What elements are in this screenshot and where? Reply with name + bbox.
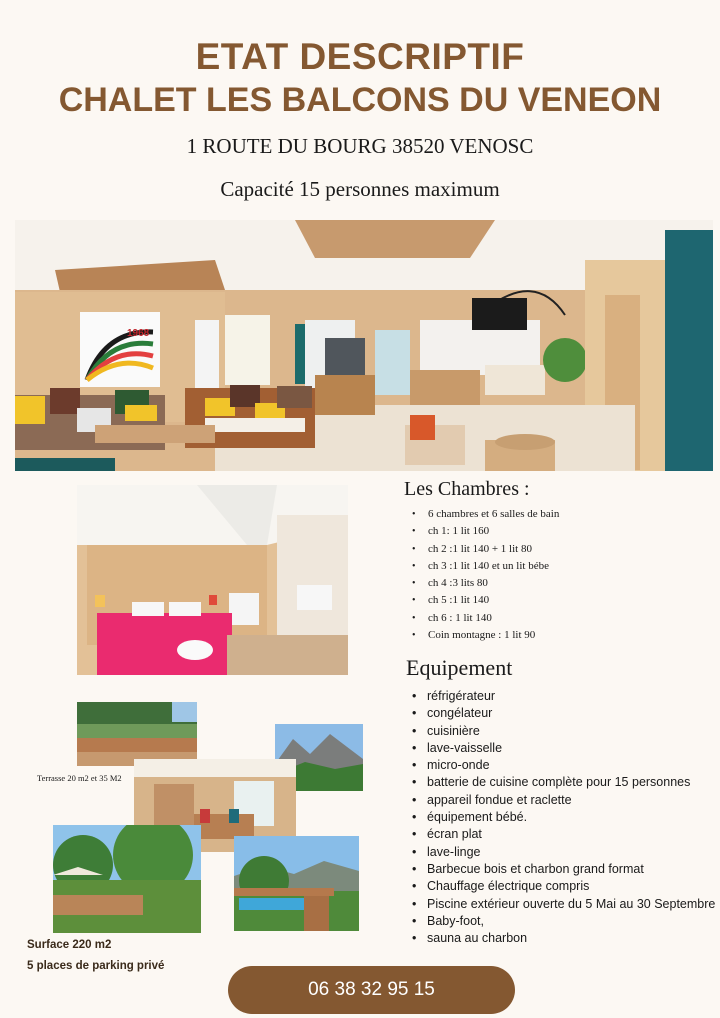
list-item: • ch 1: 1 lit 160 — [412, 523, 559, 540]
list-item: • ch 4 :3 lits 80 — [412, 575, 559, 592]
equipment-list — [412, 688, 717, 947]
list-item: • réfrigérateur — [412, 688, 717, 705]
list-item: • sauna au charbon — [412, 930, 717, 947]
bedrooms-heading: Les Chambres : — [404, 478, 530, 500]
list-item: • congélateur — [412, 705, 717, 722]
list-item: • cuisinière — [412, 723, 717, 740]
list-item: • ch 3 :1 lit 140 et un lit bébe — [412, 558, 559, 575]
bedroom-photo — [77, 485, 348, 675]
list-item: • micro-onde — [412, 757, 717, 774]
list-item: • ch 6 : 1 lit 140 — [412, 610, 559, 627]
list-item: • batterie de cuisine complète pour 15 personnes — [412, 774, 717, 791]
list-item: • équipement bébé. — [412, 809, 717, 826]
surface-area: Surface 220 m2 — [27, 939, 112, 951]
list-item: • Piscine extérieur ouverte du 5 Mai au 30 Septembre — [412, 896, 717, 913]
capacity: Capacité 15 personnes maximum — [220, 177, 500, 201]
garden-photo — [53, 825, 201, 933]
bedrooms-list — [412, 506, 559, 644]
pool-photo — [234, 836, 359, 931]
living-room-photo — [15, 220, 713, 471]
address: 1 ROUTE DU BOURG 38520 VENOSC — [186, 134, 534, 158]
poster-year: 1968 — [127, 328, 150, 339]
phone-button[interactable]: 06 38 32 95 15 — [228, 966, 515, 1014]
terrace-caption: Terrasse 20 m2 et 35 M2 — [37, 773, 122, 783]
equipment-heading: Equipement — [406, 655, 513, 680]
parking-info: 5 places de parking privé — [27, 960, 165, 972]
list-item: • Barbecue bois et charbon grand format — [412, 861, 717, 878]
list-item: • Baby-foot, — [412, 913, 717, 930]
terrace-photo — [77, 702, 197, 766]
list-item: • appareil fondue et raclette — [412, 792, 717, 809]
list-item: • Coin montagne : 1 lit 90 — [412, 627, 559, 644]
list-item: • ch 2 :1 lit 140 + 1 lit 80 — [412, 541, 559, 558]
chalet-name: CHALET LES BALCONS DU VENEON — [58, 81, 662, 119]
list-item: • écran plat — [412, 826, 717, 843]
list-item: • Chauffage électrique compris — [412, 878, 717, 895]
list-item: • ch 5 :1 lit 140 — [412, 592, 559, 609]
list-item: • lave-linge — [412, 844, 717, 861]
document-title: ETAT DESCRIPTIF — [195, 36, 525, 77]
list-item: • 6 chambres et 6 salles de bain — [412, 506, 559, 523]
list-item: • lave-vaisselle — [412, 740, 717, 757]
